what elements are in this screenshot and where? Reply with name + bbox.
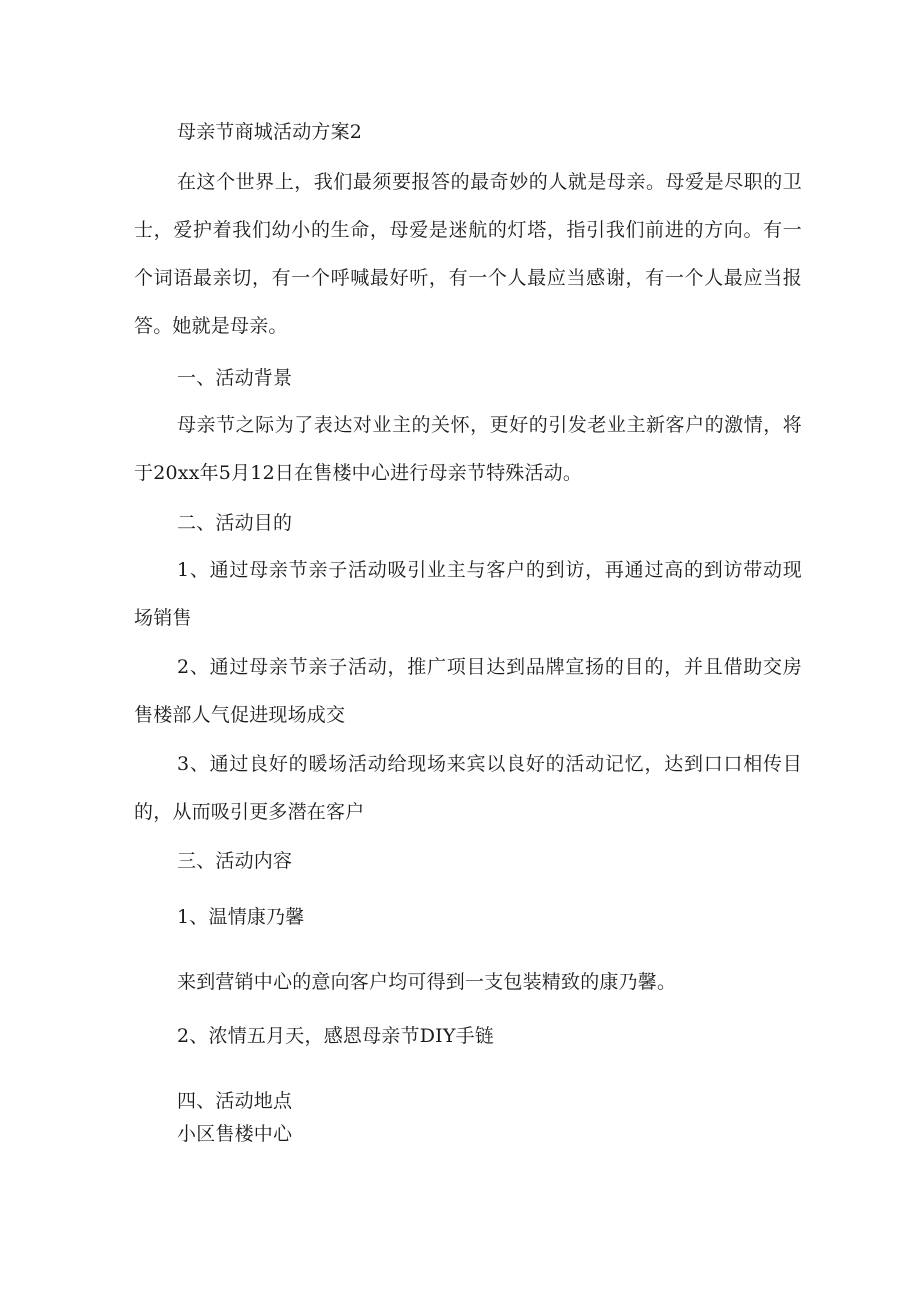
section-4-text: 小区售楼中心 — [177, 1123, 293, 1145]
section-4-heading: 四、活动地点 — [177, 1090, 293, 1112]
section-2-item-2: 2、通过母亲节亲子活动，推广项目达到品牌宣扬的目的，并且借助交房售楼部人气促进现场成交 — [134, 656, 802, 726]
section-2-item-3: 3、通过良好的暖场活动给现场来宾以良好的活动记忆，达到口口相传目的，从而吸引更多潜在客户 — [134, 753, 802, 823]
document-title: 母亲节商城活动方案2 — [177, 121, 363, 143]
section-3-item-2: 2、浓情五月天，感恩母亲节DIY手链 — [177, 1025, 494, 1047]
section-1-heading: 一、活动背景 — [177, 367, 293, 389]
section-3-heading: 三、活动内容 — [177, 850, 293, 872]
section-3-item-1-text: 来到营销中心的意向客户均可得到一支包装精致的康乃馨。 — [177, 971, 677, 993]
section-3-item-1: 1、温情康乃馨 — [177, 906, 305, 928]
section-1-text: 母亲节之际为了表达对业主的关怀，更好的引发老业主新客户的激情，将于20xx年5月12日在售楼中心进行母亲节特殊活动。 — [134, 414, 802, 484]
intro-paragraph: 在这个世界上，我们最须要报答的最奇妙的人就是母亲。母爱是尽职的卫士，爱护着我们幼小的生命，母爱是迷航的灯塔，指引我们前进的方向。有一个词语最亲切，有一个呼喊最好听，有一个人最应当感谢，有一个人最应当报答。她就是母亲。 — [134, 171, 802, 337]
section-2-heading: 二、活动目的 — [177, 512, 293, 534]
section-2-item-1: 1、通过母亲节亲子活动吸引业主与客户的到访，再通过高的到访带动现场销售 — [134, 559, 802, 629]
